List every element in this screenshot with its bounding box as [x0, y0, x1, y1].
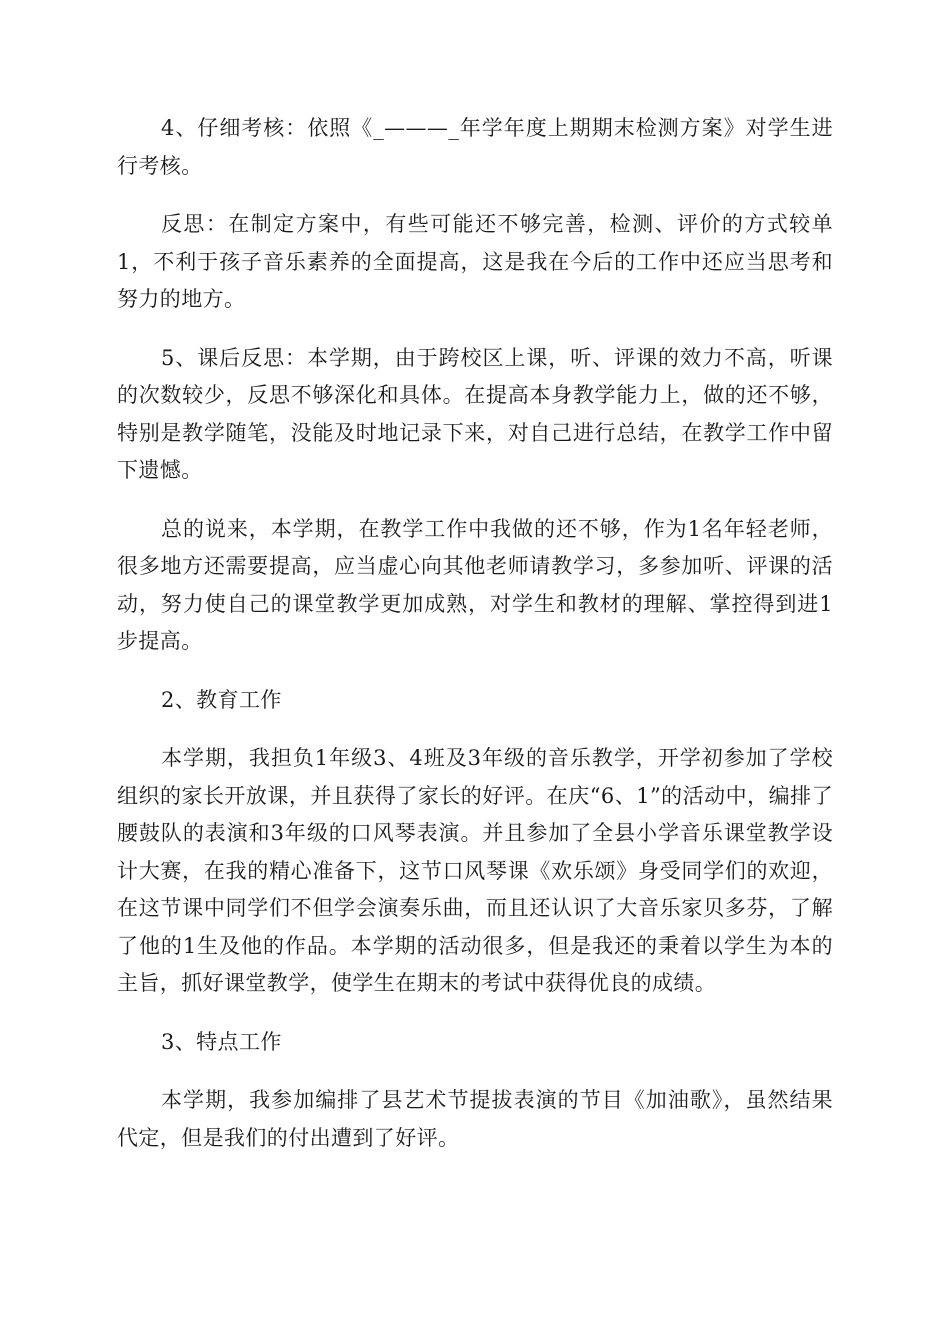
- paragraph-assessment: 4、仔细考核：依照《_———_年学年度上期期末检测方案》对学生进行考核。: [117, 116, 833, 178]
- paragraph-special-work: 本学期，我参加编排了县艺术节提拔表演的节目《加油歌》，虽然结果代定，但是我们的付出遭到了好评。: [117, 1088, 833, 1150]
- section-heading-education-work: 2、教育工作: [161, 687, 282, 712]
- paragraph-summary: 总的说来，本学期，在教学工作中我做的还不够，作为1名年轻老师，很多地方还需要提高，应当虚心向其他老师请教学习，多参加听、评课的活动，努力使自己的课堂教学更加成熟，对学生和教材的理解、掌控得到进1步提高。: [117, 516, 833, 653]
- section-heading-special-work: 3、特点工作: [161, 1029, 282, 1054]
- document-body: [117, 110, 833, 1178]
- paragraph-post-class-reflection: 5、课后反思：本学期，由于跨校区上课，听、评课的效力不高，听课的次数较少，反思不够深化和具体。在提高本身教学能力上，做的还不够，特别是教学随笔，没能及时地记录下来，对自己进行总结，在教学工作中留下遗憾。: [117, 345, 833, 482]
- paragraph-reflection: 反思：在制定方案中，有些可能还不够完善，检测、评价的方式较单1，不利于孩子音乐素养的全面提高，这是我在今后的工作中还应当思考和努力的地方。: [117, 212, 833, 311]
- paragraph-education-work: 本学期，我担负1年级3、4班及3年级的音乐教学，开学初参加了学校组织的家长开放课，并且获得了家长的好评。在庆“6、1”的活动中，编排了腰鼓队的表演和3年级的口风琴表演。并且参加了全县小学音乐课堂教学设计大赛，在我的精心准备下，这节口风琴课《欢乐颂》身受同学们的欢迎，在这节课中同学们不但学会演奏乐曲，而且还认识了大音乐家贝多芬，了解了他的1生及他的作品。本学期的活动很多，但是我还的秉着以学生为本的主旨，抓好课堂教学，使学生在期末的考试中获得优良的成绩。: [117, 746, 833, 995]
